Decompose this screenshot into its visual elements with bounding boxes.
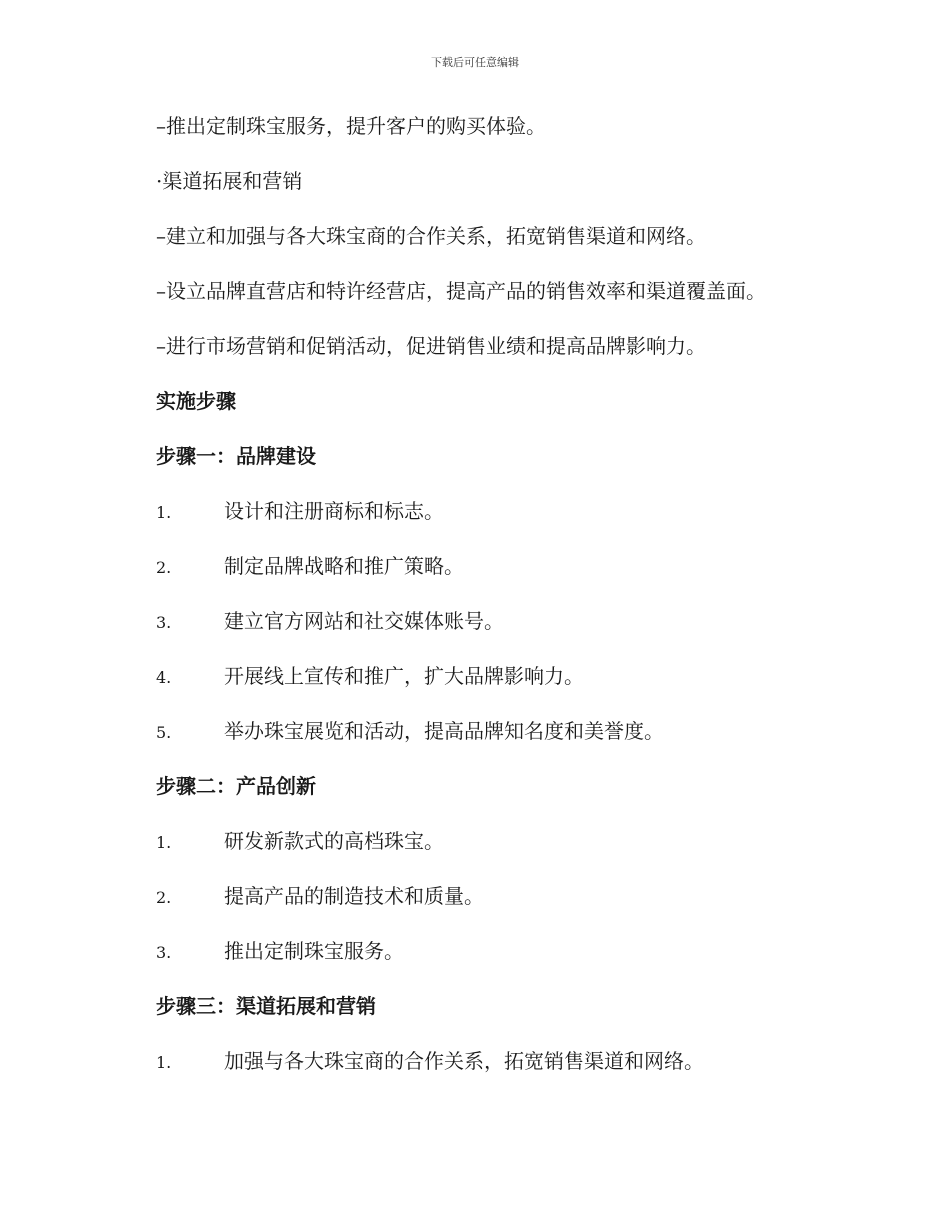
list-number: 3. — [156, 613, 172, 632]
bullet-line — [156, 112, 856, 167]
list-number: 1. — [156, 1053, 172, 1072]
list-text: 设计和注册商标和标志。 — [224, 499, 444, 523]
step-title: 步骤一：品牌建设 — [156, 444, 316, 468]
list-item — [156, 497, 856, 552]
list-number: 4. — [156, 668, 172, 687]
bullet-line — [156, 222, 856, 277]
list-item — [156, 552, 856, 607]
bullet-marker: – — [156, 114, 166, 138]
list-number: 3. — [156, 943, 172, 962]
bullet-line — [156, 167, 856, 222]
bullet-marker: – — [156, 334, 166, 358]
list-item — [156, 607, 856, 662]
step-title: 步骤三：渠道拓展和营销 — [156, 994, 376, 1018]
list-item — [156, 827, 856, 882]
bullet-text: 进行市场营销和促销活动，促进销售业绩和提高品牌影响力。 — [166, 334, 706, 358]
list-text: 举办珠宝展览和活动，提高品牌知名度和美誉度。 — [224, 719, 664, 743]
list-item — [156, 1047, 856, 1102]
list-text: 提高产品的制造技术和质量。 — [224, 884, 484, 908]
list-text: 研发新款式的高档珠宝。 — [224, 829, 444, 853]
page-header: 下载后可任意编辑 — [431, 56, 519, 69]
bullet-line — [156, 277, 856, 332]
step-title: 步骤二：产品创新 — [156, 774, 316, 798]
list-text: 制定品牌战略和推广策略。 — [224, 554, 464, 578]
list-text: 推出定制珠宝服务。 — [224, 939, 404, 963]
list-text: 加强与各大珠宝商的合作关系，拓宽销售渠道和网络。 — [224, 1049, 704, 1073]
bullet-text: 建立和加强与各大珠宝商的合作关系，拓宽销售渠道和网络。 — [166, 224, 706, 248]
list-number: 5. — [156, 723, 172, 742]
list-item — [156, 882, 856, 937]
bullet-text: 渠道拓展和营销 — [162, 169, 303, 193]
bullet-marker: – — [156, 279, 166, 303]
list-item — [156, 662, 856, 717]
document-body — [156, 112, 856, 1102]
list-number: 2. — [156, 888, 172, 907]
bullet-marker: · — [156, 169, 163, 193]
list-number: 1. — [156, 503, 172, 522]
list-text: 开展线上宣传和推广，扩大品牌影响力。 — [224, 664, 584, 688]
bullet-marker: – — [156, 224, 166, 248]
bullet-text: 设立品牌直营店和特许经营店，提高产品的销售效率和渠道覆盖面。 — [166, 279, 766, 303]
bullet-line — [156, 332, 856, 387]
section-title: 实施步骤 — [156, 389, 236, 413]
bullet-text: 推出定制珠宝服务，提升客户的购买体验。 — [166, 114, 546, 138]
list-item — [156, 937, 856, 992]
list-text: 建立官方网站和社交媒体账号。 — [224, 609, 504, 633]
list-item — [156, 717, 856, 772]
list-number: 1. — [156, 833, 172, 852]
list-number: 2. — [156, 558, 172, 577]
